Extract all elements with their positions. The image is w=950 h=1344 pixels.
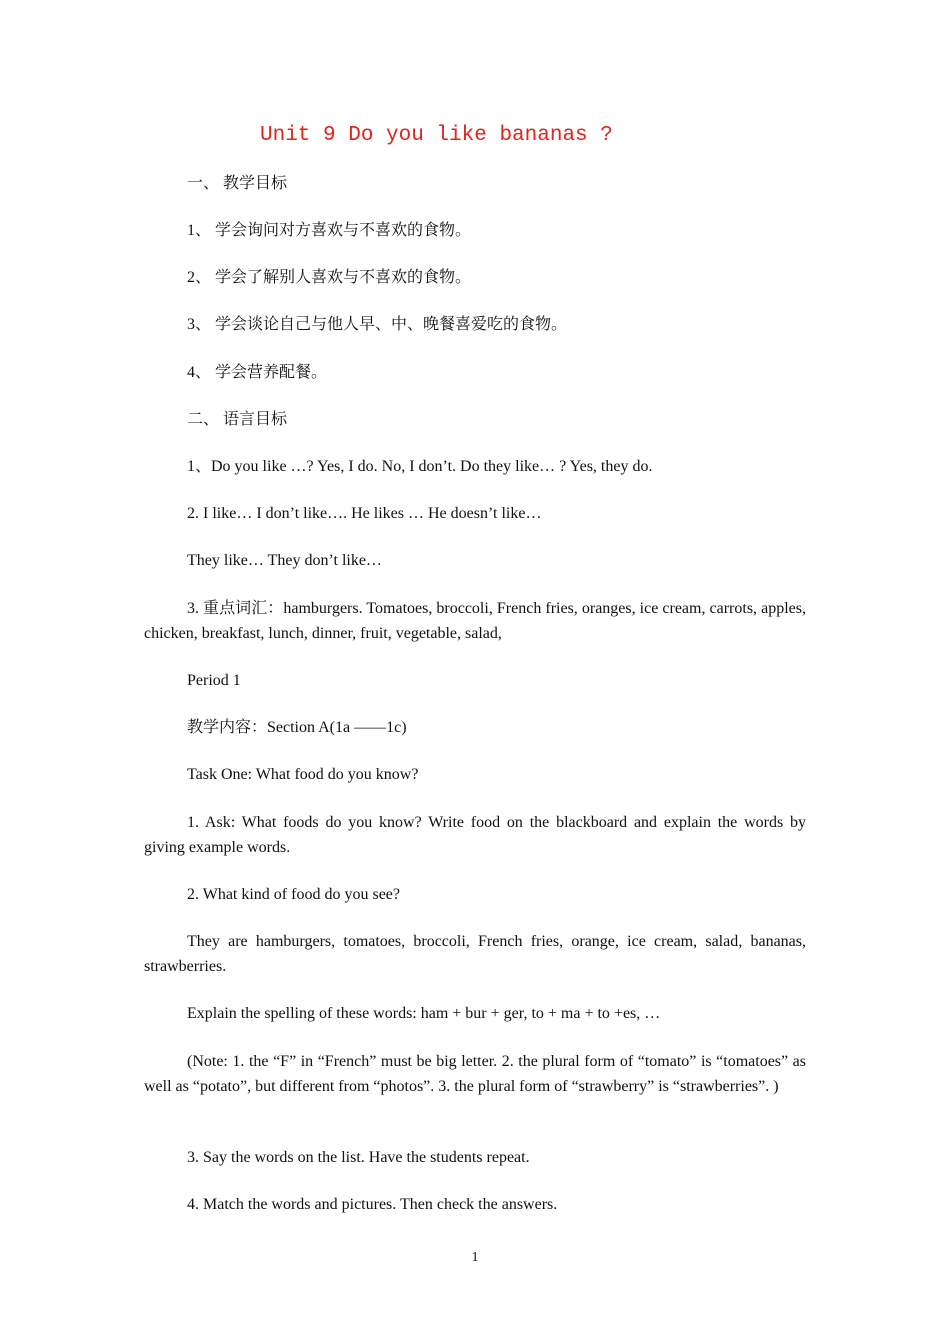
key-vocabulary-paragraph: 3. 重点词汇：hamburgers. Tomatoes, broccoli, French fries, oranges, ice cream, carrots, apples, chicken, breakfast, lunch, dinner, fruit, vegetable, salad, — [144, 600, 806, 642]
step-1-paragraph: 1. Ask: What foods do you know? Write food on the blackboard and explain the words by giving example words. — [144, 814, 806, 856]
language-goal-2: 2. I like… I don’t like…. He likes … He doesn’t like… — [187, 505, 542, 522]
food-list-paragraph: They are hamburgers, tomatoes, broccoli, French fries, orange, ice cream, salad, bananas, strawberries. — [144, 933, 806, 975]
goal-item-4: 4、 学会营养配餐。 — [187, 364, 328, 381]
period-heading: Period 1 — [187, 672, 241, 689]
page-number: 1 — [471, 1250, 479, 1265]
goal-item-1: 1、 学会询问对方喜欢与不喜欢的食物。 — [187, 222, 472, 239]
teaching-content: 教学内容：Section A(1a ——1c) — [187, 719, 407, 736]
language-goal-1: 1、Do you like …? Yes, I do. No, I don’t. Do they like… ? Yes, they do. — [187, 458, 653, 475]
note-paragraph: (Note: 1. the “F” in “French” must be big letter. 2. the plural form of “tomato” is “tomatoes” as well as “potato”, but different from “photos”. 3. the plural form of “strawberry” is “strawberries”. ) — [144, 1053, 806, 1095]
section-heading-teaching-goals: 一、 教学目标 — [187, 175, 288, 192]
section-heading-language-goals: 二、 语言目标 — [187, 411, 288, 428]
goal-item-3: 3、 学会谈论自己与他人早、中、晚餐喜爱吃的食物。 — [187, 316, 568, 333]
step-3: 3. Say the words on the list. Have the students repeat. — [187, 1149, 530, 1166]
task-one-heading: Task One: What food do you know? — [187, 766, 419, 783]
language-goal-2-cont: They like… They don’t like… — [187, 552, 382, 569]
document-title: Unit 9 Do you like bananas ? — [260, 124, 613, 147]
step-2: 2. What kind of food do you see? — [187, 886, 400, 903]
spelling-explanation: Explain the spelling of these words: ham + bur + ger, to + ma + to +es, … — [187, 1005, 661, 1022]
goal-item-2: 2、 学会了解别人喜欢与不喜欢的食物。 — [187, 269, 472, 286]
step-4: 4. Match the words and pictures. Then check the answers. — [187, 1196, 558, 1213]
